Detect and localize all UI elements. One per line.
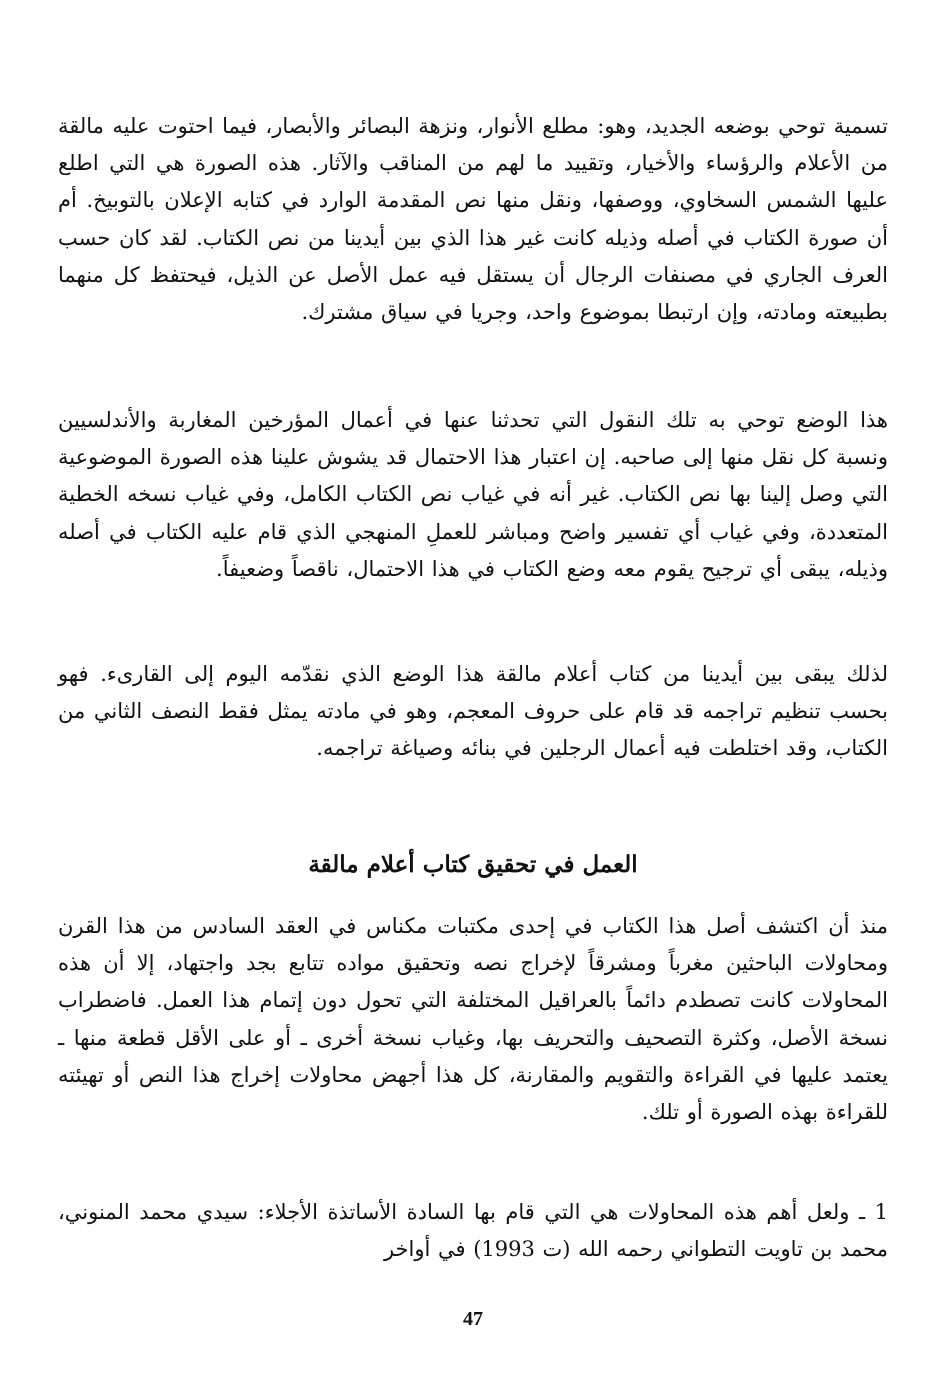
paragraph-5: 1 ـ ولعل أهم هذه المحاولات هي التي قام بها السادة الأساتذة الأجلاء: سيدي محمد المنوني، محمد بن تاويت التطواني رحمه الله (ت 1993) في أواخر [58,1200,888,1262]
document-page [0,100,946,1380]
paragraph-4: منذ أن اكتشف أصل هذا الكتاب في إحدى مكتبات مكناس في العقد السادس من هذا القرن ومحاولات الباحثين مغرباً ومشرقاً لإخراج نصه وتحقيق مواده تتابع بجد واجتهاد، إلا أن هذه المحاولات كانت تصطدم دائماً بالعراقيل المختلفة التي تحول دون إتمام هذا العمل. فاضطراب نسخة الأصل، وكثرة التصحيف والتحريف بها، وغياب نسخة أخرى ـ أو على الأقل قطعة منها ـ يعتمد عليها في القراءة والتقويم والمقارنة، كل هذا أجهض محاولات إخراج هذا النص أو تهيئته للقراءة بهذه الصورة أو تلك. [58,914,888,1125]
section-heading: العمل في تحقيق كتاب أعلام مالقة [308,851,638,878]
paragraph-3: لذلك يبقى بين أيدينا من كتاب أعلام مالقة هذا الوضع الذي نقدّمه اليوم إلى القارىء. فهو بحسب تنظيم تراجمه قد قام على حروف المعجم، وهو في مادته يمثل فقط النصف الثاني من الكتاب، وقد اختلطت فيه أعمال الرجلين في بنائه وصياغة تراجمه. [58,662,888,761]
paragraph-2: هذا الوضع توحي به تلك النقول التي تحدثنا عنها في أعمال المؤرخين المغاربة والأندلسيين ونسبة كل نقل منها إلى صاحبه. إن اعتبار هذا الاحتمال قد يشوش علينا هذه الصورة الموضوعية التي وصل إلينا بها نص الكتاب. غير أنه في غياب نص الكتاب الكامل، وفي غياب نسخه الخطية المتعددة، وفي غياب أي تفسير واضح ومباشر للعملِ المنهجي الذي قام عليه الكتاب في أصله وذيله، يبقى أي ترجيح يقوم معه وضع الكتاب في هذا الاحتمال، ناقصاً وضعيفاً. [58,408,888,581]
paragraph-1: تسمية توحي بوضعه الجديد، وهو: مطلع الأنوار، ونزهة البصائر والأبصار، فيما احتوت عليه مالقة من الأعلام والرؤساء والأخيار، وتقييد ما لهم من المناقب والآثار. هذه الصورة هي التي اطلع عليها الشمس السخاوي، ووصفها، ونقل منها نص المقدمة الوارد في كتابه الإعلان بالتوبيخ. أم أن صورة الكتاب في أصله وذيله كانت غير هذا الذي بين أيدينا من نص الكتاب. لقد كان حسب العرف الجاري في مصنفات الرجال أن يستقل فيه عمل الأصل عن الذيل، فيحتفظ كل منهما بطبيعته ومادته، وإن ارتبطا بموضوع واحد، وجريا في سياق مشترك. [58,114,888,325]
page-number: 47 [463,1308,483,1330]
